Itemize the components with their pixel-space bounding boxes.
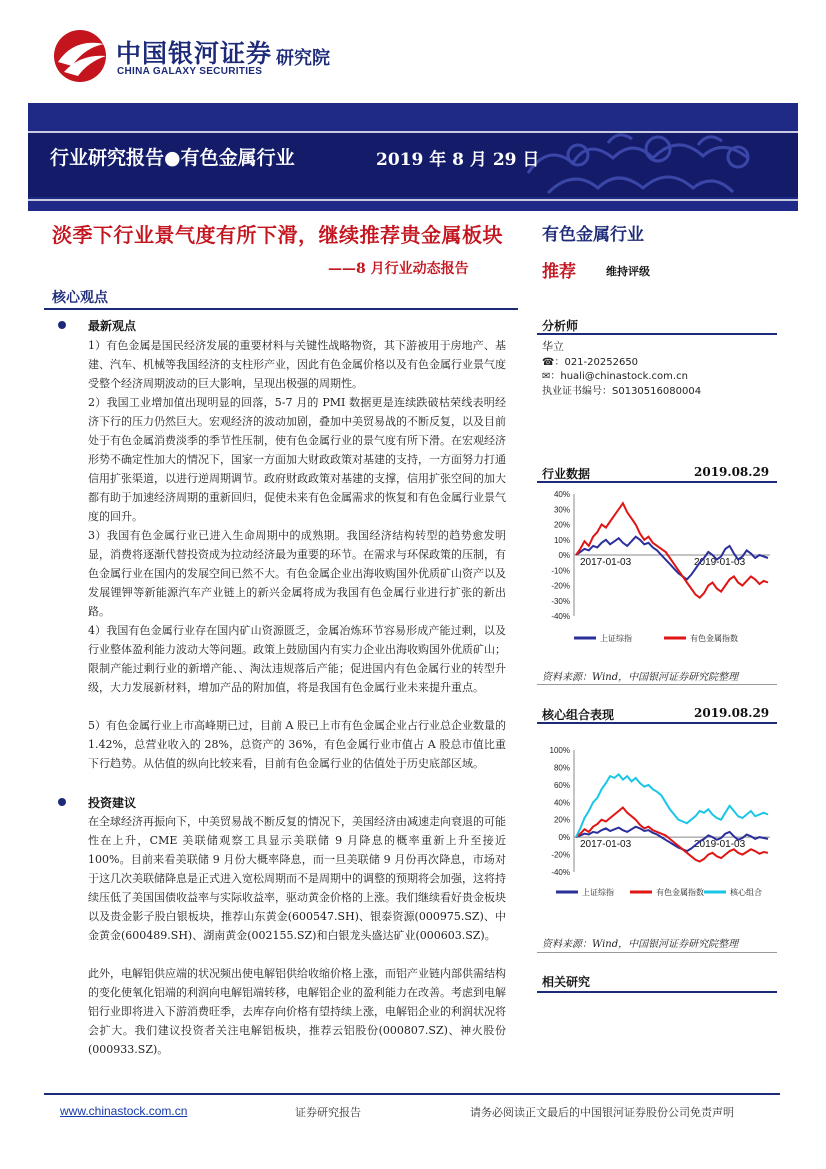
series-line <box>576 774 768 837</box>
analyst-email: ✉：huali@chinastock.com.cn <box>542 371 688 382</box>
footer-label: 证券研究报告 <box>295 1106 361 1119</box>
report-banner <box>28 103 798 211</box>
industry-data-date: 2019.08.29 <box>694 465 770 479</box>
y-tick-label: 60% <box>553 780 570 790</box>
legend-label: 上证综指 <box>582 888 614 897</box>
industry-data-chart <box>538 488 778 662</box>
related-research-heading: 相关研究 <box>542 975 591 989</box>
y-tick-label: 20% <box>553 815 570 825</box>
y-tick-label: 40% <box>553 798 570 808</box>
analyst-phone: ☎：021-20252650 <box>542 357 639 368</box>
bullet-icon <box>58 321 66 329</box>
y-tick-label: -40% <box>551 868 570 877</box>
bullet-icon <box>58 798 66 806</box>
portfolio-date: 2019.08.29 <box>694 706 770 720</box>
paragraph: 4）我国有色金属行业存在国内矿山资源匮乏，金属冶炼环节容易形成产能过剩，以及行业整体盈利能力波动大等问题。政策上鼓励国内有实力企业出海收购国外优质矿山；限制产能过剩行业的新增产能、、淘汰违规落后产能；促进国内有色金属行业的转型升级，大力发展新材料，增加产品的附加值，将是我国有色金属行业未来提升重点。 <box>88 624 506 694</box>
y-tick-label: 40% <box>553 490 570 499</box>
paragraph: 此外，电解铝供应端的状况频出使电解铝供给收缩价格上涨，而铝产业链内部供需结构的变化使氧化铝端的利润向电解铝端转移，电解铝企业的盈利能力在改善。考虑到电解铝行业即将进入下游消费旺季，去库存向价格有望持续上涨，电解铝企业的利润状况将会扩大。我们建议投资者关注电解铝板块，推荐云铝股份(000807.SZ)、神火股份(000933.SZ)。 <box>88 967 506 1056</box>
y-tick-label: 20% <box>553 520 570 530</box>
cloud-pattern-icon <box>508 103 798 211</box>
report-date: 2019 年 8 月 29 日 <box>376 150 540 170</box>
y-tick-label: -30% <box>551 596 570 606</box>
x-tick-label: 2017-01-03 <box>580 839 632 851</box>
source-note: 资料来源：Wind，中国银河证券研究院整理 <box>542 939 739 950</box>
divider <box>537 481 777 483</box>
analyst-cert: 执业证书编号：S0130516080004 <box>542 386 702 397</box>
y-tick-label: -10% <box>551 566 570 576</box>
legend-label: 上证综指 <box>600 634 632 643</box>
y-tick-label: 10% <box>553 535 570 545</box>
industry-name: 有色金属行业 <box>542 225 644 245</box>
source-note: 资料来源：Wind，中国银河证券研究院整理 <box>542 672 739 683</box>
x-tick-label: 2019-01-03 <box>694 839 746 851</box>
portfolio-line-chart <box>538 744 778 914</box>
analyst-name: 华立 <box>542 340 564 353</box>
section-heading-latest: 最新观点 <box>88 319 137 333</box>
y-tick-label: -40% <box>551 612 570 621</box>
x-tick-label: 2019-01-03 <box>694 557 746 568</box>
divider <box>44 308 518 310</box>
banner-title: 行业研究报告●有色金属行业 <box>50 147 295 169</box>
portfolio-heading: 核心组合表现 <box>542 708 615 722</box>
paragraph: 5）有色金属行业上市高峰期已过，目前 A 股已上市有色金属企业占行业总企业数量的 1.42%，总营业收入的 28%，总资产的 36%，有色金属行业市值占 A 股总市值比重下行趋势。从估值的纵向比较来看，目前有色金属行业的估值处于历史底部区域。 <box>88 719 506 770</box>
y-tick-label: -20% <box>551 850 570 860</box>
report-subtitle: ——8 月行业动态报告 <box>328 261 469 277</box>
paragraph: 2）我国工业增加值出现明显的回落，5-7 月的 PMI 数据更是连续跌破枯荣线表明经济下行的压力仍然巨大。宏观经济的波动加剧，叠加中美贸易战的不断反复，以及目前处于有色金属消费淡季的季节性压制，使有色金属行业的景气度有所下滑。在宏观经济形势不确定性加大的情况下，国家一方面加大财政政策对基建的支持，一方面努力打通信用扩张渠道，以进行逆周期调节。政府财政政策对基建的支撑，信用扩张空间的加大都有助于加速经济周期的重新回归，促使未来有色金属需求的恢复和有色金属行业景气度的回升。 <box>88 396 506 523</box>
divider <box>537 722 777 724</box>
core-view-heading: 核心观点 <box>52 290 108 306</box>
portfolio-chart <box>538 744 778 918</box>
y-tick-label: 100% <box>549 746 570 755</box>
legend-label: 有色金属指数 <box>690 634 738 643</box>
rating-note: 维持评级 <box>606 265 650 278</box>
rating: 推荐 <box>542 262 576 282</box>
y-tick-label: 0% <box>558 551 570 560</box>
galaxy-logo-icon <box>50 28 110 84</box>
divider <box>537 333 777 335</box>
logo-text-cn: 中国银河证券 <box>116 39 273 68</box>
divider <box>537 991 777 993</box>
industry-line-chart <box>538 488 778 658</box>
series-line <box>576 503 768 598</box>
paragraph: 在全球经济再振向下，中美贸易战不断反复的情况下，美国经济由减速走向衰退的可能性在上升，CME 美联储观察工具显示美联储 9 月降息的概率重新上升至接近 100%。目前来看美联储 9 月份大概率降息，而一旦美联储 9 月份再次降息，市场对于这几次美联储降息是正式进入宽松周期而不是周期中的调整的预期将会加强，这将持续压低了美国国债收益率与实际收益率，驱动黄金价格的上涨。我们继续看好贵金板块以及贵金影子股白银板块，推荐山东黄金(600547.SH)、银泰资源(000975.SZ)、中金黄金(600489.SH)、湖南黄金(002155.SZ)和白银龙头盛达矿业(000603.SZ)。 <box>88 815 506 942</box>
divider <box>537 684 777 685</box>
section-heading-investment: 投资建议 <box>88 796 137 810</box>
company-logo <box>50 28 350 84</box>
legend-label: 有色金属指数 <box>656 888 704 897</box>
divider <box>537 952 777 953</box>
logo-subtitle: 研究院 <box>276 48 330 69</box>
y-tick-label: 80% <box>553 763 570 773</box>
x-tick-label: 2017-01-03 <box>580 557 632 568</box>
paragraph: 1）有色金属是国民经济发展的重要材料与关键性战略物资，其下游被用于房地产、基建、汽车、机械等我国经济的支柱形产业，因此有色金属价格以及有色金属行业景气度受整个经济周期波动的巨大影响，呈现出极强的周期性。 <box>88 339 506 390</box>
footer-disclaimer: 请务必阅读正文最后的中国银河证券股份公司免责声明 <box>470 1106 734 1119</box>
footer-website-link[interactable]: www.chinastock.com.cn <box>60 1104 188 1118</box>
y-tick-label: -20% <box>551 581 570 591</box>
footer-divider <box>44 1093 780 1095</box>
analyst-heading: 分析师 <box>542 319 579 333</box>
y-tick-label: 30% <box>553 505 570 515</box>
legend-label: 核心组合 <box>730 888 762 897</box>
report-title: 淡季下行业景气度有所下滑，继续推荐贵金属板块 <box>52 223 503 247</box>
y-tick-label: 0% <box>558 833 570 843</box>
paragraph: 3）我国有色金属行业已进入生命周期中的成熟期。我国经济结构转型的趋势愈发明显，消费将逐渐代替投资成为拉动经济最为重要的环节。在需求与环保政策的压制，有色金属行业在国内的发展空间已然不大。有色金属企业出海收购国外优质矿山资产以及发展锂钾等新能源汽车产业链上的新兴金属将成为我国有色金属行业进行扩张的新出路。 <box>88 529 506 618</box>
industry-data-heading: 行业数据 <box>542 467 591 481</box>
logo-text-en: CHINA GALAXY SECURITIES <box>117 66 263 77</box>
